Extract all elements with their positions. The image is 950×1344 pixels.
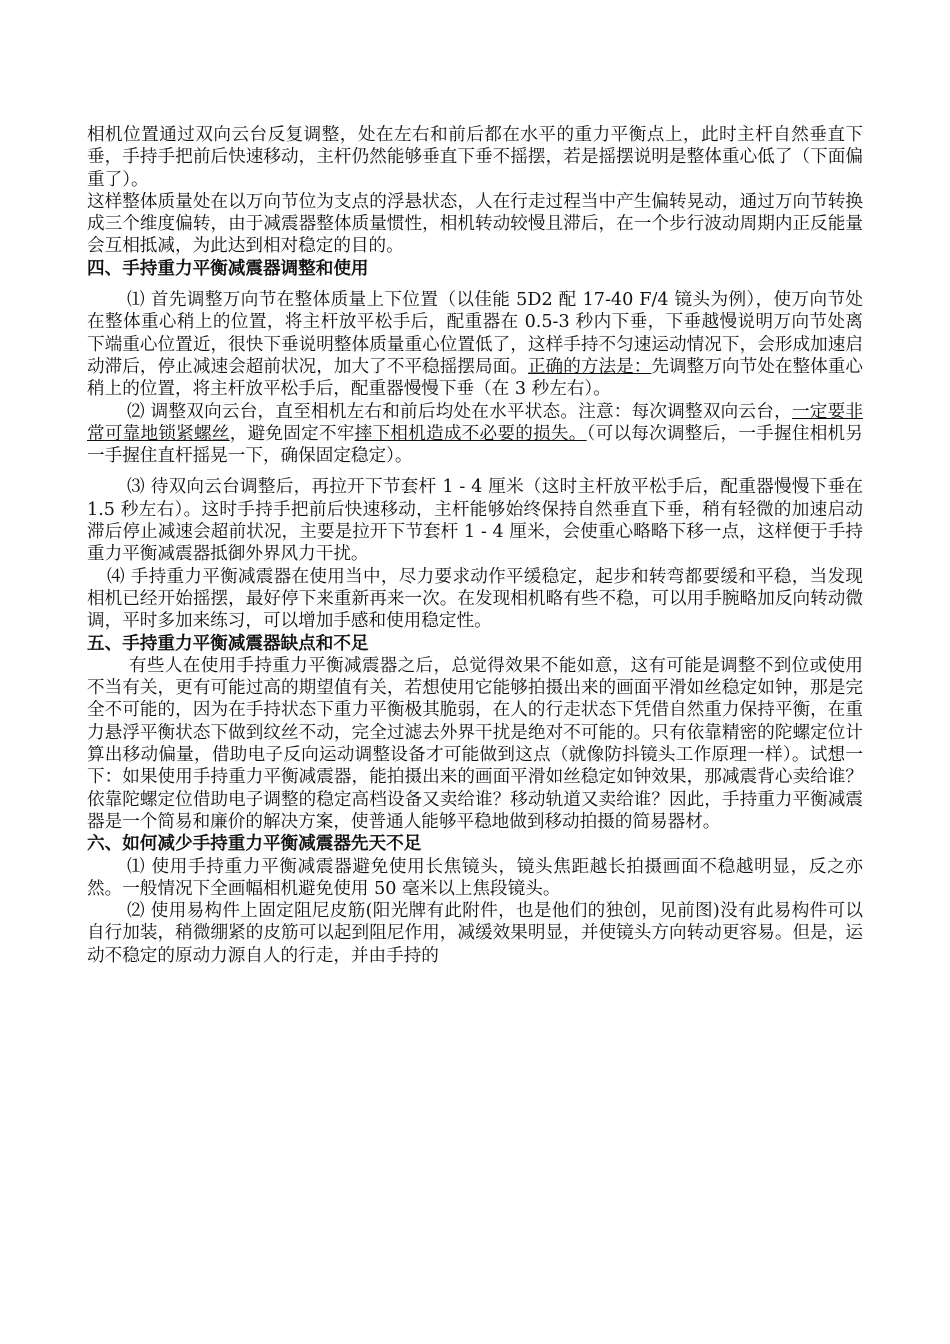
step-4-2-text-b: ，避免固定不牢 [229,423,355,444]
document-body [87,124,863,967]
step-4-1-underlined: 正确的方法是： [527,356,652,377]
paragraph-balance-point: 相机位置通过双向云台反复调整，处在左右和前后都在水平的重力平衡点上，此时主杆自然垂直下垂，手持手把前后快速移动，主杆仍然能够垂直下垂不摇摆，若是摇摆说明是整体重心低了（下面偏重了）。 [87,125,863,190]
paragraph-floating-state: 这样整体质量处在以万向节位为支点的浮悬状态，人在行走过程当中产生偏转晃动，通过万向节转换成三个维度偏转，由于减震器整体质量惯性，相机转动较慢且滞后，在一个步行波动周期内正反能量会互相抵减，为此达到相对稳定的目的。 [87,191,863,257]
section-heading-4: 四、手持重力平衡减震器调整和使用 [87,257,369,279]
step-4-1-text-a: ⑴ 首先调整万向节在整体质量上下位置（以佳能 5D2 配 17-40 F/4 镜头为例），使万向节处在整体重心稍上的位置，将主杆放平松手后，配重器在 0.5-3 秒内下垂，下垂越慢说明万向节处离下端重心位置近，很快下垂说明整体质量重心位置低了，这样手持不匀速运动情况下，会形成加速启动滞后，停止减速会超前状况，加大了不平稳摇摆局面。 [87,290,863,377]
step-4-2-underlined-1: 一定要非常可靠地锁紧螺丝 [87,401,863,444]
step-4-1-text-b: 先调整万向节处在整体重心稍上的位置，将主杆放平松手后，配重器慢慢下垂（在 3 秒左右）。 [87,356,863,400]
step-4-2 [87,401,863,468]
step-4-4: ⑷ 手持重力平衡减震器在使用当中，尽力要求动作平缓稳定，起步和转弯都要缓和平稳，当发现相机已经开始摇摆，最好停下来重新再来一次。在发现相机略有些不稳，可以用手腕略加反向转动微调，平时多加来练习，可以增加手感和使用稳定性。 [87,566,863,632]
step-6-2: ⑵ 使用易构件上固定阻尼皮筋(阳光牌有此附件，也是他们的独创，见前图)没有此易构件可以自行加装，稍微绷紧的皮筋可以起到阻尼作用，减缓效果明显，并使镜头方向转动更容易。但是，运动不稳定的原动力源自人的行走，并由手持的 [87,901,863,966]
step-4-1 [87,289,863,400]
step-4-2-underlined-2: 摔下相机造成不必要的损失。 [354,423,587,444]
step-4-3: ⑶ 待双向云台调整后，再拉开下节套杆 1 - 4 厘米（这时主杆放平松手后，配重器慢慢下垂在 1.5 秒左右）。这时手持手把前后快速移动，主杆能够始终保持自然垂直下垂，稍有轻微的加速启动滞后停止减速会超前状况，主要是拉开下节套杆 1 - 4 厘米，会使重心略略下移一点，这样便于手持重力平衡减震器抵御外界风力干扰。 [87,477,863,565]
section-5-body: 有些人在使用手持重力平衡减震器之后，总觉得效果不能如意，这有可能是调整不到位或使用不当有关，更有可能过高的期望值有关，若想使用它能够拍摄出来的画面平滑如丝稳定如钟，那是完全不可能的，因为在手持状态下重力平衡极其脆弱，在人的行走状态下凭借自然重力保持平衡，在重力悬浮平衡状态下做到纹丝不动，完全过滤去外界干扰是绝对不可能的。只有依靠精密的陀螺定位计算出移动偏量，借助电子反向运动调整设备才可能做到这点（就像防抖镜头工作原理一样）。试想一下：如果使用手持重力平衡减震器，能拍摄出来的画面平滑如丝稳定如钟效果，那减震背心卖给谁？依靠陀螺定位借助电子调整的稳定高档设备又卖给谁？移动轨道又卖给谁？因此，手持重力平衡减震器是一个简易和廉价的解决方案，使普通人能够平稳地做到移动拍摄的简易器材。 [87,655,863,832]
step-4-2-text-c: （可以每次调整后，一手握住相机另一手握住直杆摇晃一下，确保固定稳定）。 [87,423,863,467]
section-heading-5: 五、手持重力平衡减震器缺点和不足 [87,632,369,654]
section-heading-6: 六、如何减少手持重力平衡减震器先天不足 [87,833,422,855]
step-6-1: ⑴ 使用手持重力平衡减震器避免使用长焦镜头，镜头焦距越长拍摄画面不稳越明显，反之亦然。一般情况下全画幅相机避免使用 50 毫米以上焦段镜头。 [87,856,863,899]
step-4-2-text-a: ⑵ 调整双向云台，直至相机左右和前后均处在水平状态。注意：每次调整双向云台， [127,401,792,422]
